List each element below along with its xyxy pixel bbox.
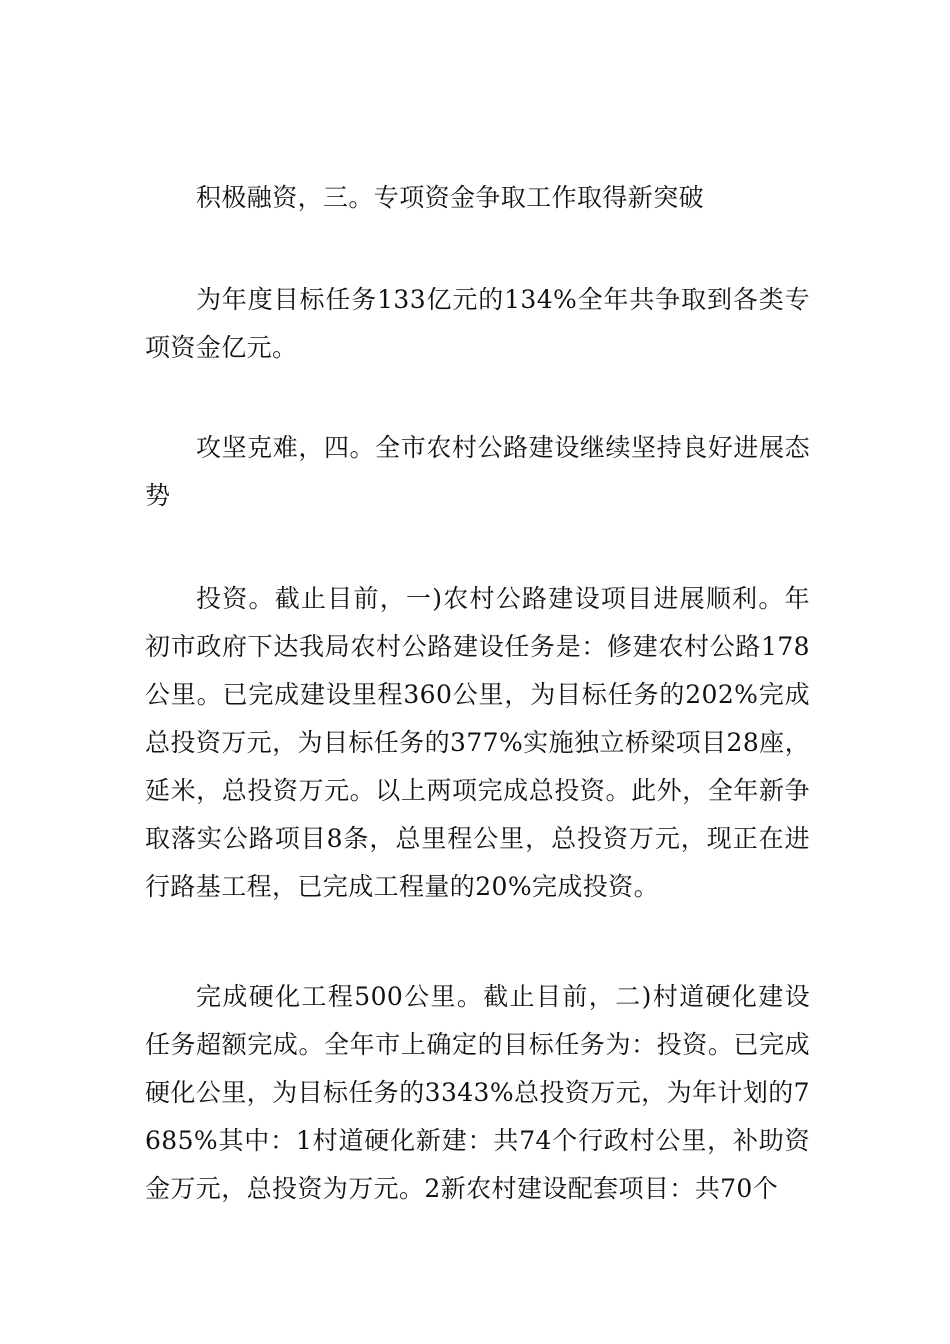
paragraph-village-road-hardening: 完成硬化工程500公里。截止目前，二)村道硬化建设任务超额完成。全年市上确定的目标任务为：投资。已完成硬化公里，为目标任务的3343%总投资万元，为年计划的7685%其中：1村道硬化新建：共74个行政村公里，补助资金万元，总投资为万元。2新农村建设配套项目：共70个 bbox=[145, 982, 810, 1203]
paragraph-rural-road-projects: 投资。截止目前，一)农村公路建设项目进展顺利。年初市政府下达我局农村公路建设任务是：修建农村公路178公里。已完成建设里程360公里，为目标任务的202%完成总投资万元，为目标任务的377%实施独立桥梁项目28座，延米，总投资万元。以上两项完成总投资。此外，全年新争取落实公路项目8条，总里程公里，总投资万元，现正在进行路基工程，已完成工程量的20%完成投资。 bbox=[145, 584, 810, 901]
paragraph-section-4-heading: 攻坚克难，四。全市农村公路建设继续坚持良好进展态势 bbox=[145, 433, 810, 510]
paragraph-special-funds: 为年度目标任务133亿元的134%全年共争取到各类专项资金亿元。 bbox=[145, 285, 810, 362]
paragraph-section-3-heading: 积极融资，三。专项资金争取工作取得新突破 bbox=[196, 183, 705, 212]
